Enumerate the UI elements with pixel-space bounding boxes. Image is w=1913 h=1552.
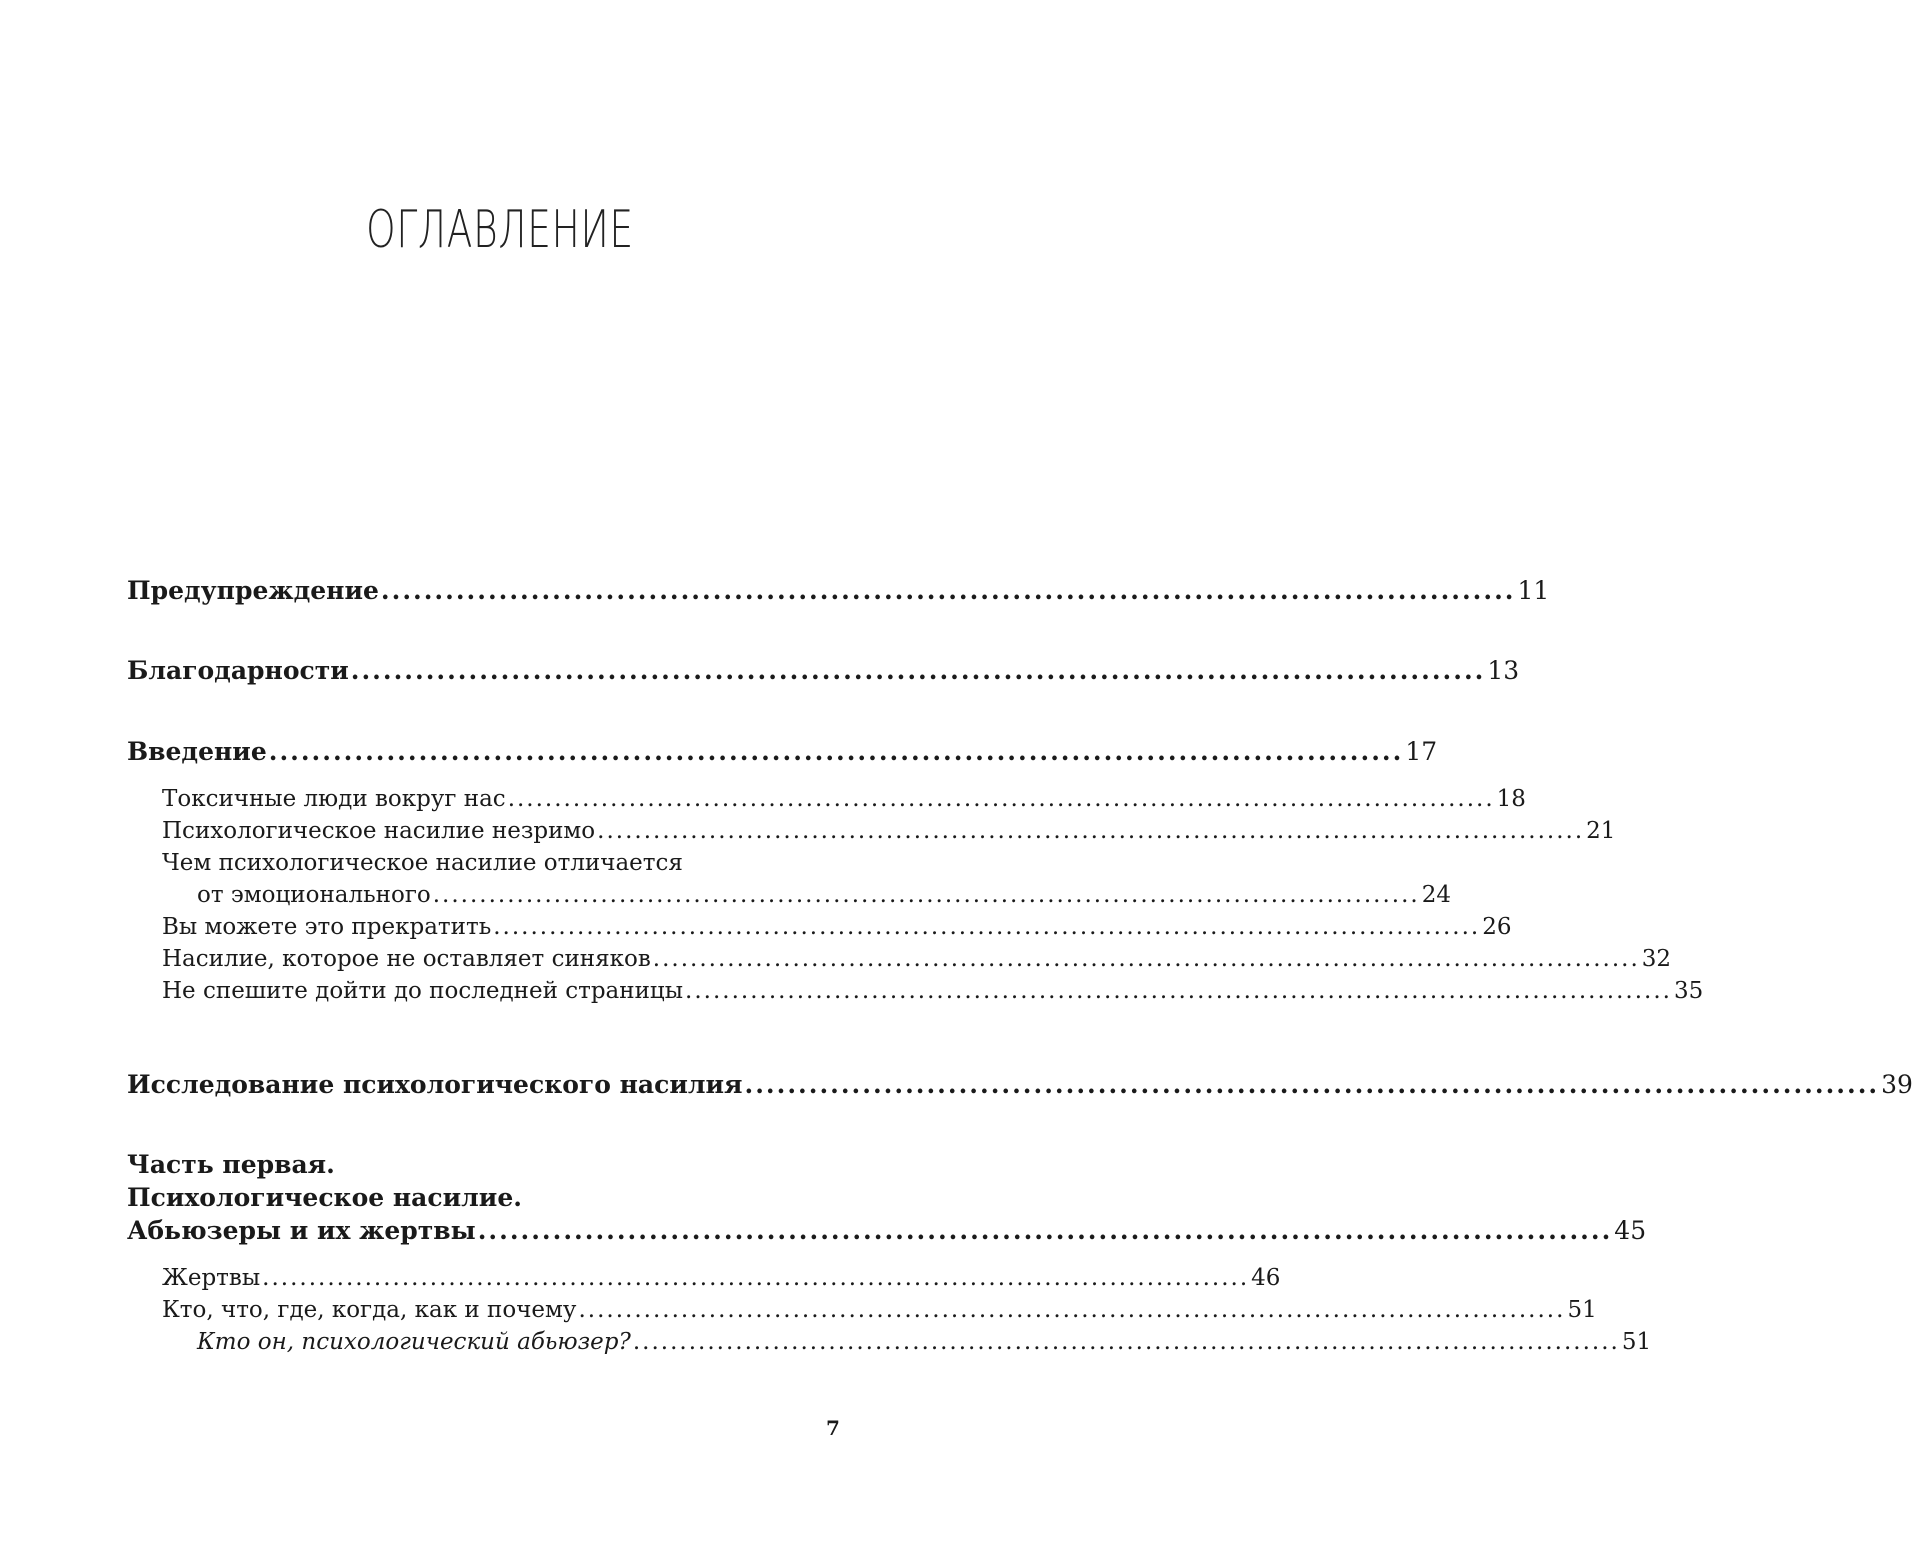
toc-entry-page: 39 <box>1881 1070 1913 1099</box>
toc-subsubentry <box>197 1329 1652 1355</box>
toc-entry-label: Вы можете это прекратить <box>162 914 492 940</box>
part-heading-line: Психологическое насилие. <box>127 1183 522 1212</box>
dot-leader: .......................................................................................................... <box>507 786 1495 812</box>
toc-entry-page: 45 <box>1614 1216 1647 1245</box>
toc-entry-label: Жертвы <box>162 1265 261 1291</box>
toc-entry-research <box>127 1070 1913 1099</box>
toc-entry-page: 13 <box>1487 656 1520 685</box>
toc-subentry <box>162 818 1616 844</box>
toc-subentry <box>197 882 1451 908</box>
toc-subentry <box>162 1297 1597 1323</box>
toc-entry-page: 32 <box>1641 946 1672 972</box>
toc-entry-label: Кто он, психологический абьюзер? <box>197 1329 631 1355</box>
dot-leader: .......................................................................................................... <box>744 1070 1880 1099</box>
toc-entry-label: Не спешите дойти до последней страницы <box>162 978 684 1004</box>
toc-entry-intro <box>127 737 1438 766</box>
toc-entry-page: 21 <box>1586 818 1616 844</box>
toc-entry-thanks <box>127 656 1520 685</box>
toc-entry-part1 <box>127 1216 1647 1245</box>
toc-entry-page: 11 <box>1517 576 1550 605</box>
page-title: ОГЛАВЛЕНИЕ <box>366 200 634 260</box>
dot-leader: .......................................................................................................... <box>350 656 1486 685</box>
toc-subentry <box>162 914 1512 940</box>
toc-subentry <box>162 786 1526 812</box>
toc-subentry <box>162 1265 1281 1291</box>
toc-entry-label: Предупреждение <box>127 576 379 605</box>
toc-subentry <box>162 946 1672 972</box>
dot-leader: .......................................................................................................... <box>380 576 1516 605</box>
toc-entry-page: 26 <box>1482 914 1512 940</box>
dot-leader: .......................................................................................................... <box>268 737 1404 766</box>
toc-entry-label: Исследование психологического насилия <box>127 1070 743 1099</box>
toc-entry-page: 24 <box>1421 882 1451 908</box>
toc-entry-preface <box>127 576 1550 605</box>
toc-entry-label: Благодарности <box>127 656 349 685</box>
dot-leader: .......................................................................................................... <box>632 1329 1620 1355</box>
dot-leader: .......................................................................................................... <box>578 1297 1566 1323</box>
part-heading-line: Часть первая. <box>127 1150 335 1179</box>
toc-entry-label: Кто, что, где, когда, как и почему <box>162 1297 577 1323</box>
toc-entry-label: Абьюзеры и их жертвы <box>127 1216 476 1245</box>
toc-entry-page: 18 <box>1496 786 1526 812</box>
toc-entry-label: Токсичные люди вокруг нас <box>162 786 506 812</box>
toc-entry-label: Насилие, которое не оставляет синяков <box>162 946 651 972</box>
dot-leader: .......................................................................................................... <box>262 1265 1250 1291</box>
toc-entry-label: от эмоционального <box>197 882 431 908</box>
toc-subentry-first-line: Чем психологическое насилие отличается <box>162 850 683 876</box>
toc-entry-page: 46 <box>1251 1265 1281 1291</box>
dot-leader: .......................................................................................................... <box>493 914 1481 940</box>
page-number: 7 <box>826 1416 840 1440</box>
toc-entry-label: Введение <box>127 737 267 766</box>
dot-leader: .......................................................................................................... <box>477 1216 1613 1245</box>
toc-entry-page: 35 <box>1674 978 1704 1004</box>
dot-leader: .......................................................................................................... <box>652 946 1640 972</box>
toc-entry-page: 51 <box>1621 1329 1652 1355</box>
dot-leader: .......................................................................................................... <box>597 818 1585 844</box>
toc-entry-page: 17 <box>1405 737 1438 766</box>
toc-subentry <box>162 978 1704 1004</box>
dot-leader: .......................................................................................................... <box>685 978 1672 1004</box>
dot-leader: .......................................................................................................... <box>432 882 1420 908</box>
toc-entry-page: 51 <box>1567 1297 1597 1323</box>
toc-entry-label: Психологическое насилие незримо <box>162 818 596 844</box>
